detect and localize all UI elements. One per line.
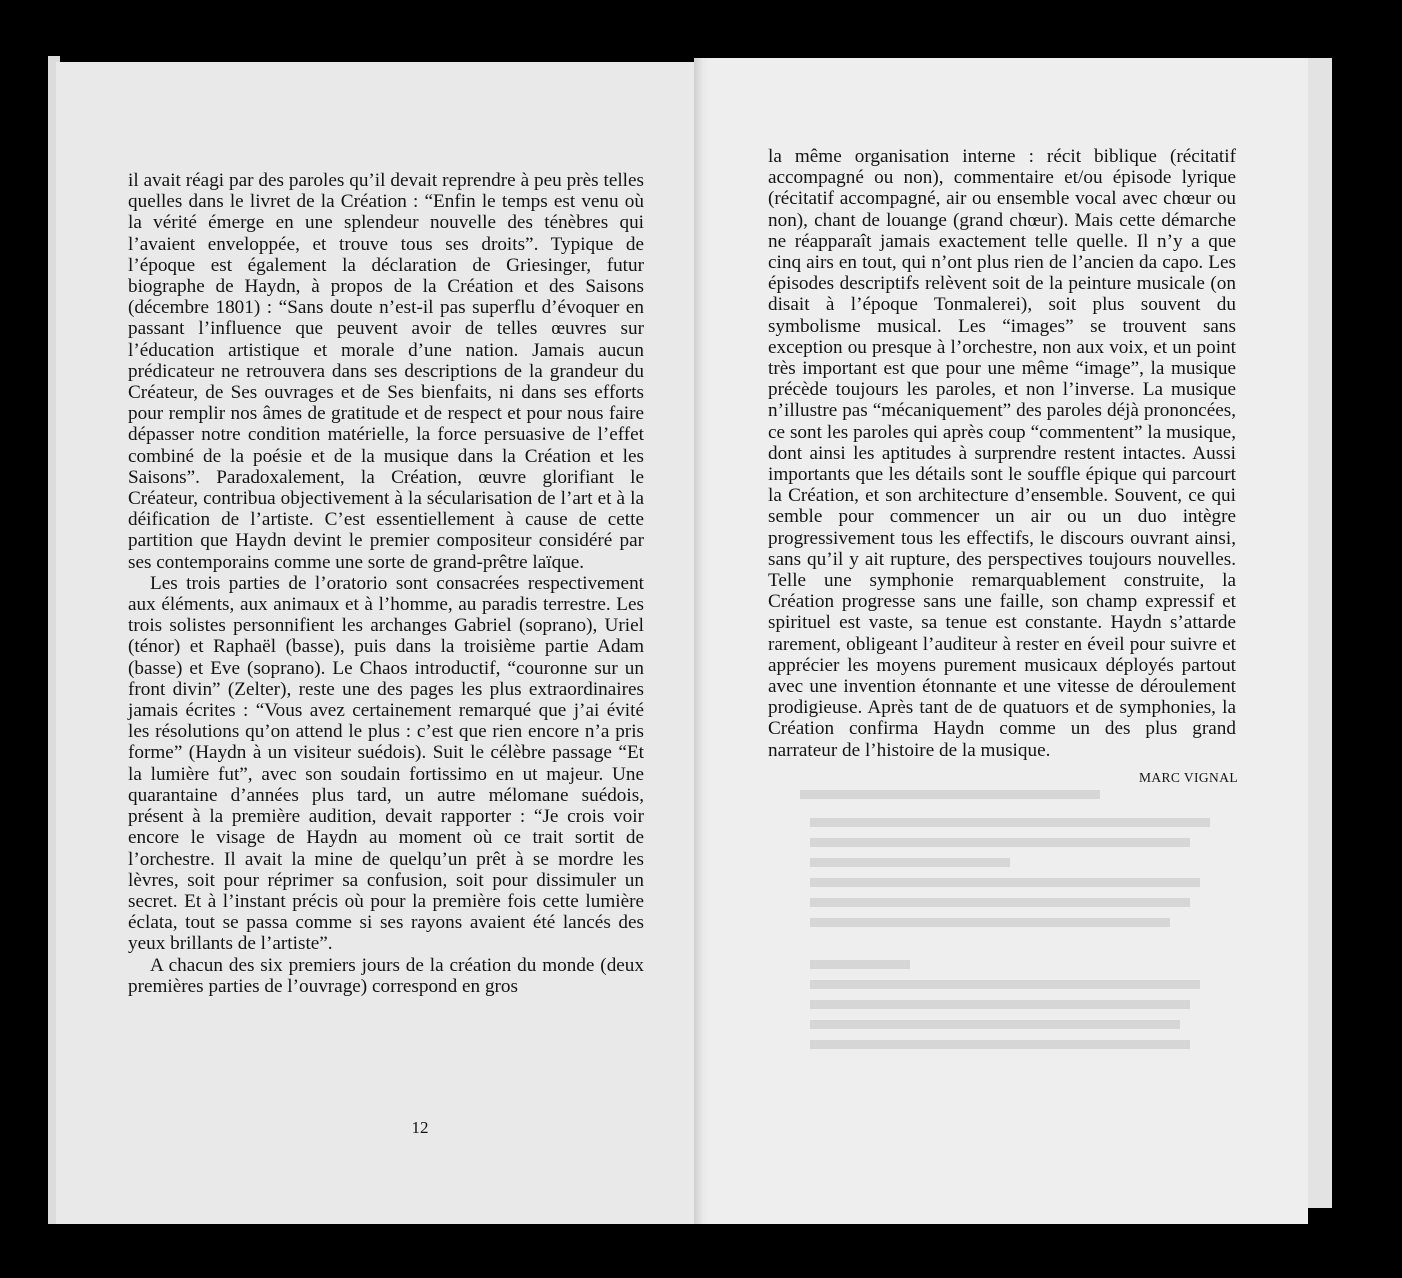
author-signature: MARC VIGNAL — [1138, 770, 1238, 785]
right-paragraph-1: la même organisation interne : récit biblique (récitatif accompagné ou non), commentaire et/ou épisode lyrique (récitatif accompagné, air ou ensemble vocal avec chœur ou non), chant de louange (grand chœur). Mais cette démarche ne réapparaît jamais exactement telle quelle. Il n’y a que cinq airs en tout, qui n’ont plus rien de l’ancien da capo. Les épisodes descriptifs relèvent soit de la peinture musicale (on disait à l’époque Tonmalerei), soit plus souvent du symbolisme musical. Les “images” se trouvent sans exception ou presque à l’orchestre, non aux voix, et un point très important est que pour une même “image”, la musique précède toujours les paroles, et non l’inverse. La musique n’illustre pas “mécaniquement” des paroles déjà prononcées, ce sont les paroles qui après coup “commentent” la musique, dont ainsi les aptitudes à surprendre restent intactes. Aussi importants que les détails sont le souffle épique qui parcourt la Création, et son architecture d’ensemble. Souvent, ce qui semble pour commencer un air ou un duo intègre progressivement tous les effectifs, le discours ouvrant ainsi, sans qu’il y ait rupture, des perspectives toujours nouvelles. Telle une symphonie remarquablement construite, la Création progresse sans une faille, son champ expressif et spirituel est vaste, sa tenue est constante. Haydn s’attarde rarement, obligeant l’auditeur à rester en éveil pour suivre et apprécier les moyens purement musicaux déployés partout avec une invention étonnante et une vitesse de déroulement prodigieuse. Après tant de de quatuors et de symphonies, la Création confirma Haydn comme un des plus grand narrateur de l’histoire de la musique. — [768, 146, 1236, 761]
left-paragraph-2: Les trois parties de l’oratorio sont consacrées respectivement aux éléments, aux animaux et à l’homme, au paradis terrestre. Les trois solistes personnifient les archanges Gabriel (soprano), Uriel (ténor) et Raphaël (basse), puis dans la troisième partie Adam (basse) et Eve (soprano). Le Chaos introductif, “couronne sur un front divin” (Zelter), reste une des pages les plus extraordinaires jamais écrites : “Vous avez certainement remarqué que j’ai évité les résolutions qu’on attend le plus : c’est que rien encore n’a pris forme” (Haydn à un visiteur suédois). Suit le célèbre passage “Et la lumière fut”, avec son soudain fortissimo en ut majeur. Une quarantaine d’années plus tard, un autre mélomane suédois, présent à la première audition, devait rapporter : “Je crois voir encore le visage de Haydn au moment où ce trait sortit de l’orchestre. Il avait la mine de quelqu’un prêt à se mordre les lèvres, soit pour réprimer sa confusion, soit pour dissimuler un secret. Et à l’instant précis où pour la première fois cette lumière éclata, tout se passa comme si ses rayons avaient été lancés des yeux brillants de l’artiste”. — [128, 572, 644, 955]
left-page-body — [128, 170, 644, 997]
right-page-edge — [1306, 58, 1332, 1208]
left-paragraph-1: il avait réagi par des paroles qu’il devait reprendre à peu près telles quelles dans le livret de la Création : “Enfin le temps est venu où la vérité émerge en une splendeur nouvelle des ténèbres qui l’avaient enveloppée, et trouve tous ses droits”. Typique de l’époque est également la déclaration de Griesinger, futur biographe de Haydn, à propos de la Création et des Saisons (décembre 1801) : “Sans doute n’est-il pas superflu d’évoquer en passant l’influence que peuvent avoir de telles œuvres sur l’éducation artistique et morale d’une nation. Jamais aucun prédicateur ne retrouvera dans ses descriptions de la grandeur du Créateur, de Ses ouvrages et de Ses bienfaits, ni dans ses efforts pour remplir nos âmes de gratitude et de respect et pour nous faire dépasser notre condition matérielle, la force persuasive de l’effet combiné de la poésie et de la musique dans la Création et les Saisons”. Paradoxalement, la Création, œuvre glorifiant le Créateur, contribua objectivement à la sécularisation de l’art et à la déification de l’artiste. C’est essentiellement à cause de cette partition que Haydn devint le premier compositeur considéré par ses contemporains comme une sorte de grand-prêtre laïque. — [128, 170, 644, 573]
page-number: 12 — [411, 1118, 429, 1137]
left-paragraph-3: A chacun des six premiers jours de la création du monde (deux premières parties de l’ouvrage) correspond en gros — [128, 954, 644, 997]
show-through-text — [800, 780, 1220, 1050]
book-gutter — [694, 58, 708, 1224]
right-page-body — [768, 146, 1236, 761]
